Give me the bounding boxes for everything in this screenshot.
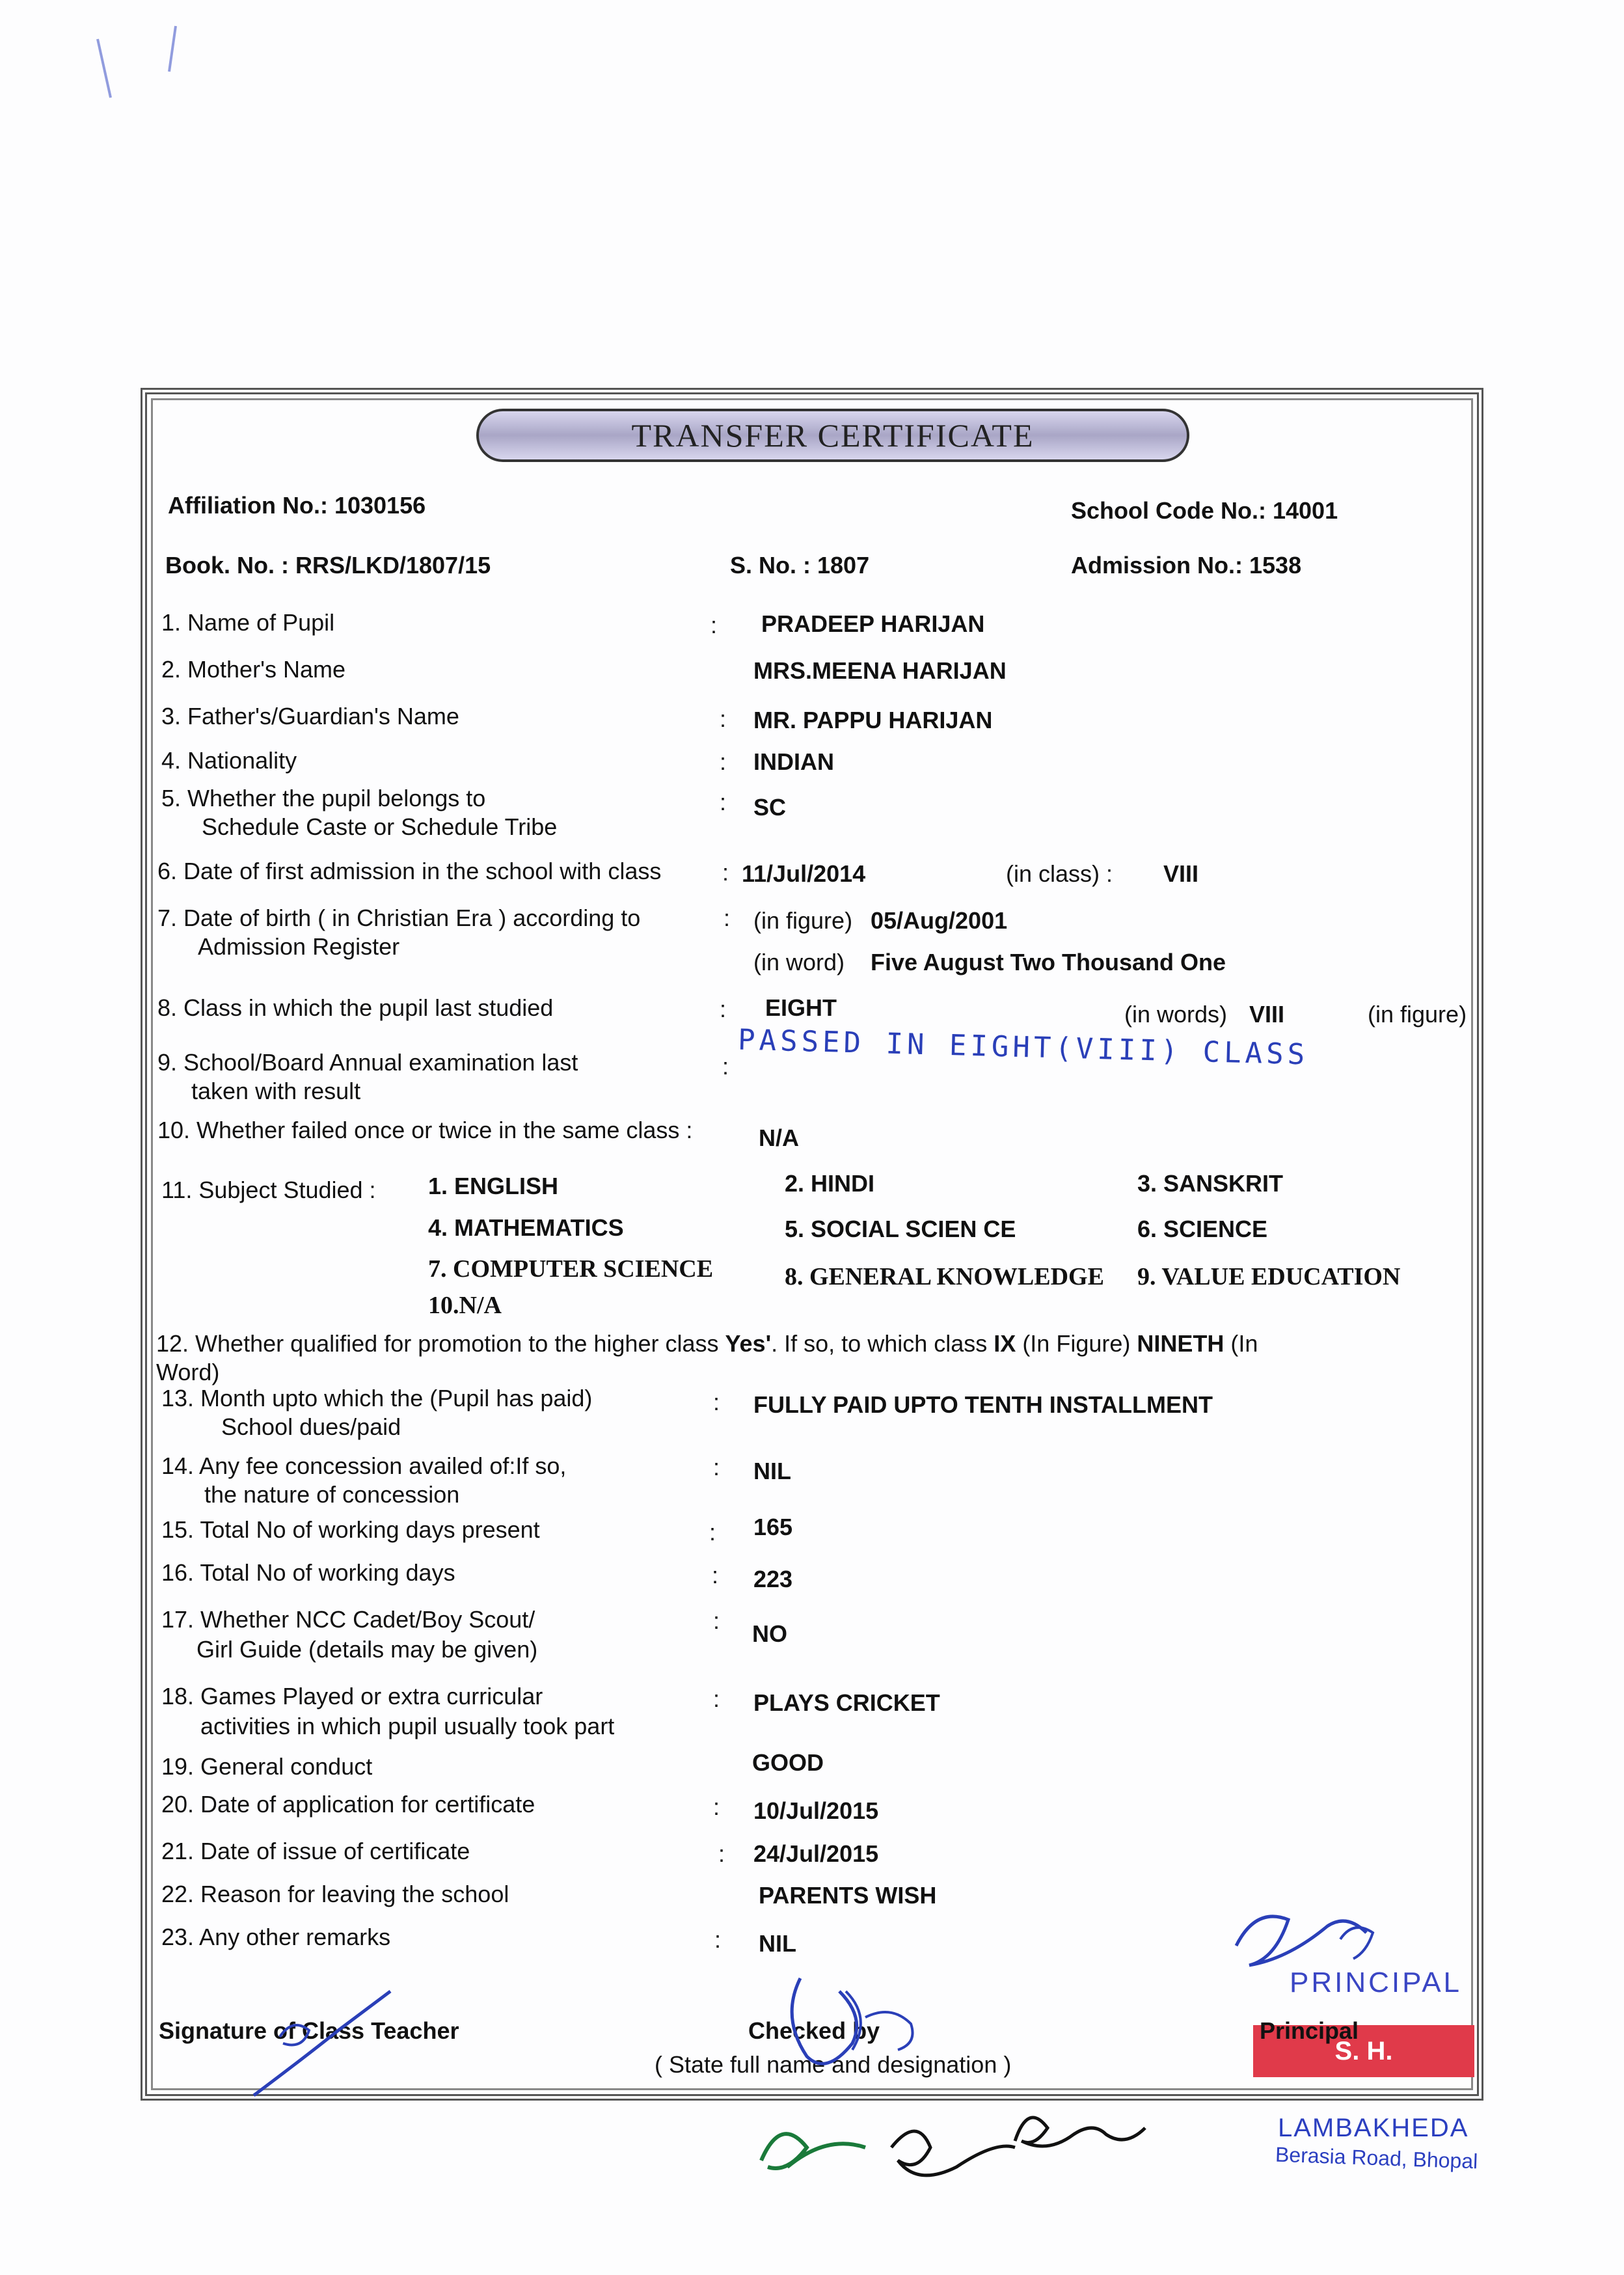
dues-value: FULLY PAID UPTO TENTH INSTALLMENT [753,1391,1213,1418]
leaving-reason-label: 22. Reason for leaving the school [161,1881,509,1907]
colon: : [713,1454,720,1480]
mother-name-label: 2. Mother's Name [161,656,345,683]
green-signature [761,2134,865,2168]
concession-label: 14. Any fee concession availed of:If so, [161,1452,567,1479]
principal-label: Principal [1260,2017,1359,2044]
exam-result-handwritten: PASSED IN EIGHT(VIII) CLASS [737,1023,1309,1072]
checked-by-label: Checked by [748,2017,880,2044]
subject-item: 1. ENGLISH [428,1173,559,1199]
admission-class-value: VIII [1163,860,1199,887]
mother-name-value: MRS.MEENA HARIJAN [753,657,1007,684]
nationality-label: 4. Nationality [161,747,297,774]
principal-signature [1236,1916,1366,1965]
subject-item: 10.N/A [428,1292,502,1319]
colon: : [709,1519,716,1546]
colon: : [713,1389,720,1415]
subject-item: 3. SANSKRIT [1137,1170,1284,1197]
first-admission-label: 6. Date of first admission in the school with class [157,858,662,884]
ncc-label-line2: Girl Guide (details may be given) [196,1636,538,1663]
caste-label: 5. Whether the pupil belongs to [161,785,486,811]
ncc-value: NO [752,1620,787,1647]
in-figure-label: (in figure) [1368,1001,1467,1028]
promotion-line2: Word) [156,1359,220,1385]
exam-label-line2: taken with result [191,1078,361,1104]
games-value: PLAYS CRICKET [753,1689,940,1716]
class-teacher-signature [254,1991,390,2095]
pupil-name-label: 1. Name of Pupil [161,609,335,636]
subjects-label: 11. Subject Studied : [161,1177,376,1203]
promotion-word: NINETH [1137,1330,1225,1357]
subject-item: 7. COMPUTER SCIENCE [428,1255,714,1283]
subject-item: 6. SCIENCE [1137,1216,1268,1242]
dob-word-label: (in word) [753,949,845,975]
caste-label-line2: Schedule Caste or Schedule Tribe [202,813,558,840]
affiliation-no: Affiliation No.: 1030156 [168,492,426,519]
dues-label-line2: School dues/paid [221,1413,401,1440]
class-teacher-signature-label: Signature of Class Teacher [159,2017,459,2044]
failed-label: 10. Whether failed once or twice in the same class : [157,1117,693,1143]
last-class-figure-value: VIII [1249,1001,1285,1028]
conduct-label: 19. General conduct [161,1753,373,1780]
book-no: Book. No. : RRS/LKD/1807/15 [165,552,491,579]
promotion-yes: Yes' [725,1330,772,1357]
remarks-value: NIL [759,1930,796,1957]
failed-value: N/A [759,1124,799,1151]
remarks-label: 23. Any other remarks [161,1924,391,1950]
pupil-name-value: PRADEEP HARIJAN [761,610,985,637]
dob-word-value: Five August Two Thousand One [871,949,1226,975]
subject-item: 5. SOCIAL SCIEN CE [785,1216,1016,1242]
colon: : [720,789,727,815]
working-days-label: 16. Total No of working days [161,1559,455,1586]
application-date-label: 20. Date of application for certificate [161,1791,535,1818]
principal-stamp: PRINCIPAL [1290,1967,1463,1998]
subject-item: 8. GENERAL KNOWLEDGE [785,1263,1104,1290]
colon: : [713,1685,720,1712]
issue-date-label: 21. Date of issue of certificate [161,1838,470,1864]
leaving-reason-value: PARENTS WISH [759,1882,937,1909]
promotion-label-d: (In [1230,1330,1258,1357]
state-full-name-label: ( State full name and designation ) [655,2051,1012,2078]
colon: : [720,996,727,1022]
exam-label: 9. School/Board Annual examination last [157,1049,578,1076]
colon: : [720,748,727,775]
promotion-label-b: . If so, to which class [771,1330,988,1357]
ncc-label: 17. Whether NCC Cadet/Boy Scout/ [161,1606,535,1633]
colon: : [710,612,718,638]
games-label-line2: activities in which pupil usually took part [200,1713,615,1739]
colon: : [713,1793,720,1820]
colon: : [714,1926,722,1953]
last-class-words-value: EIGHT [765,994,837,1021]
subject-item: 4. MATHEMATICS [428,1214,624,1241]
colon: : [722,859,729,886]
serial-no: S. No. : 1807 [730,552,870,579]
colon: : [718,1840,725,1867]
promotion-label: 12. Whether qualified for promotion to the higher class [156,1330,719,1357]
school-seal-stamp: S. H. [1253,2025,1474,2077]
dob-figure-label: (in figure) [753,907,853,934]
subject-item: 2. HINDI [785,1170,875,1197]
in-words-label: (in words) [1124,1001,1228,1028]
concession-value: NIL [753,1458,791,1484]
games-label: 18. Games Played or extra curricular [161,1683,543,1710]
last-class-label: 8. Class in which the pupil last studied [157,994,554,1021]
dob-label-line2: Admission Register [198,933,400,960]
caste-value: SC [753,794,787,821]
school-code: School Code No.: 14001 [1071,497,1338,524]
issue-date-value: 24/Jul/2015 [753,1840,879,1867]
stamp-address: Berasia Road, Bhopal [1275,2142,1478,2173]
nationality-value: INDIAN [753,748,834,775]
colon: : [712,1562,719,1588]
stamp-place: LAMBAKHEDA [1278,2114,1469,2142]
colon: : [720,705,727,732]
conduct-value: GOOD [752,1749,824,1776]
days-present-label: 15. Total No of working days present [161,1516,540,1543]
colon: : [713,1607,720,1634]
promotion-label-c: (In Figure) [1022,1330,1131,1357]
working-days-value: 223 [753,1566,793,1592]
subject-item: 9. VALUE EDUCATION [1137,1263,1401,1290]
dues-label: 13. Month upto which the (Pupil has paid) [161,1385,593,1411]
colon: : [722,1053,729,1080]
father-name-value: MR. PAPPU HARIJAN [753,707,993,733]
colon: : [724,905,731,931]
concession-label-line2: the nature of concession [204,1481,460,1508]
certificate-title: TRANSFER CERTIFICATE [631,417,1035,454]
admission-no: Admission No.: 1538 [1071,552,1302,579]
application-date-value: 10/Jul/2015 [753,1797,879,1824]
black-signature [891,2131,1015,2175]
in-class-label: (in class) : [1006,860,1113,887]
days-present-value: 165 [753,1514,793,1540]
promotion-class: IX [994,1330,1016,1357]
dob-figure-value: 05/Aug/2001 [871,907,1008,934]
dob-label: 7. Date of birth ( in Christian Era ) according to [157,905,641,931]
father-name-label: 3. Father's/Guardian's Name [161,703,459,729]
first-admission-date: 11/Jul/2014 [742,860,866,887]
